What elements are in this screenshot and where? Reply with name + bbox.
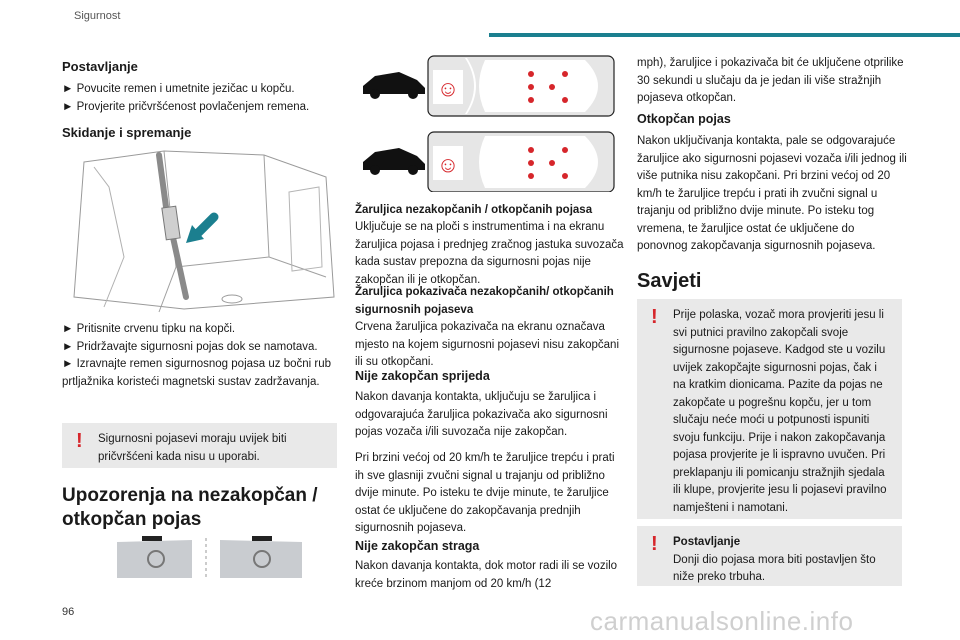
page-number: 96 (62, 606, 75, 618)
list-item: ► Povucite remen i umetnite jezičac u kopču. (62, 83, 295, 95)
warning-box (637, 526, 902, 586)
svg-text:☺: ☺ (436, 76, 460, 101)
paragraph: mph), žaruljice i pokazivača bit će uključene otprilike 30 sekundi u slučaju da je jedan ili više stražnjih pojaseva otkopčan. (637, 57, 904, 104)
advice-text: Prije polaska, vozač mora provjeriti jesu li svi putnici pravilno zakopčali svoje sigurnosne pojaseve. Kadgod ste u vozilu uvijek zakopčajte sigurnosni pojas, čak i na kratkim dionicama. Pazite da pojas ne zakopčate u pogrešnu kopču, jer u tom slučaju neće moći u potpunosti ispuniti svoju funkciju. Prije i nakon zakopčavanja pojasa provjerite je li ispravno uvučen. Pri preklapanju ili pomicanju stražnjih sjedala ili klupe, provjerite jesu li pojasevi pravilno namješteni i namotani. (673, 309, 887, 514)
warning-text: Donji dio pojasa mora biti postavljen što niže preko trbuha. (673, 553, 876, 583)
svg-text:☺: ☺ (436, 152, 460, 177)
header-accent-bar (489, 33, 960, 37)
warning-icon: ! (651, 306, 658, 328)
seatbelt-warning-screens (355, 54, 617, 192)
watermark: carmanualsonline.info (590, 606, 854, 636)
heading-sprijeda: Nije zakopčan sprijeda (355, 369, 490, 383)
heading-upozorenja: Upozorenja na nezakopčan / otkopčan pojas (62, 485, 318, 530)
trunk-belt-illustration (64, 147, 340, 317)
heading-postavljanje: Postavljanje (62, 59, 138, 74)
instruction-list (62, 81, 342, 116)
paragraph: Uključuje se na ploči s instrumentima i na ekranu žaruljica pojasa i prednjeg zračnog jastuka suvozača kada sustav prepozna da sigurnosni pojas nije zakopčan ili je otkopčan. (355, 221, 624, 286)
paragraph: Nakon davanja kontakta, uključuju se žaruljica i odgovarajuća žaruljica pokazivača ako sigurnosni pojas vozača i/ili suvozača nije zakopčan. (355, 391, 608, 438)
list-item: ► Izravnajte remen sigurnosnog pojasa uz bočni rub prtljažnika koristeći magnetski sustav zadržavanja. (62, 358, 332, 388)
advice-box (637, 299, 902, 519)
warning-text: Sigurnosni pojasevi moraju uvijek biti pričvršćeni kada nisu u uporabi. (98, 433, 287, 463)
heading-otkopcan: Otkopčan pojas (637, 112, 731, 126)
instruction-list (62, 321, 342, 391)
dashboard-illustration (112, 534, 312, 578)
list-item: ► Provjerite pričvršćenost povlačenjem remena. (62, 100, 310, 113)
warning-box (62, 423, 337, 468)
warning-icon: ! (651, 533, 658, 555)
heading-zaruljica: Žaruljica nezakopčanih / otkopčanih pojasa (355, 204, 593, 216)
list-item: ► Pridržavajte sigurnosni pojas dok se namotava. (62, 340, 318, 353)
section-title: Sigurnost (74, 10, 121, 22)
heading-skidanje: Skidanje i spremanje (62, 125, 192, 140)
warning-heading: Postavljanje (673, 536, 741, 548)
paragraph: Crvena žaruljica pokazivača na ekranu označava mjesto na kojem sigurnosni pojasevi nisu zakopčani ili su otkopčani. (355, 321, 620, 368)
list-item: ► Pritisnite crvenu tipku na kopči. (62, 323, 236, 335)
paragraph: Nakon davanja kontakta, dok motor radi ili se vozilo kreće brzinom manjom od 20 km/h (12 (355, 560, 618, 590)
warning-icon: ! (76, 430, 83, 452)
paragraph: Pri brzini većoj od 20 km/h te žaruljice trepću i prati ih sve glasniji zvučni signal u trajanju od približno dvije minute. Po isteku te dvije minute, te žaruljice ostat će uključene do zakopčavanja prednjih sigurnosnih pojaseva. (355, 452, 615, 534)
heading-straga: Nije zakopčan straga (355, 539, 480, 553)
heading-pokazivac: Žaruljica pokazivača nezakopčanih/ otkopčanih sigurnosnih pojaseva (355, 286, 614, 316)
paragraph: Nakon uključivanja kontakta, pale se odgovarajuće žaruljice ako sigurnosni pojasevi vozača i/ili jednog ili više putnika nisu zakopčani. Pri brzini većoj od 20 km/h te žaruljice trepću i prati ih zvučni signal u trajanju od približno dvije minute. Po isteku tog vremena, te žaruljice ostat će uključene do ponovnog zakopčavanja sigurnosnih pojaseva. (637, 135, 907, 252)
heading-savjeti: Savjeti (637, 270, 702, 292)
